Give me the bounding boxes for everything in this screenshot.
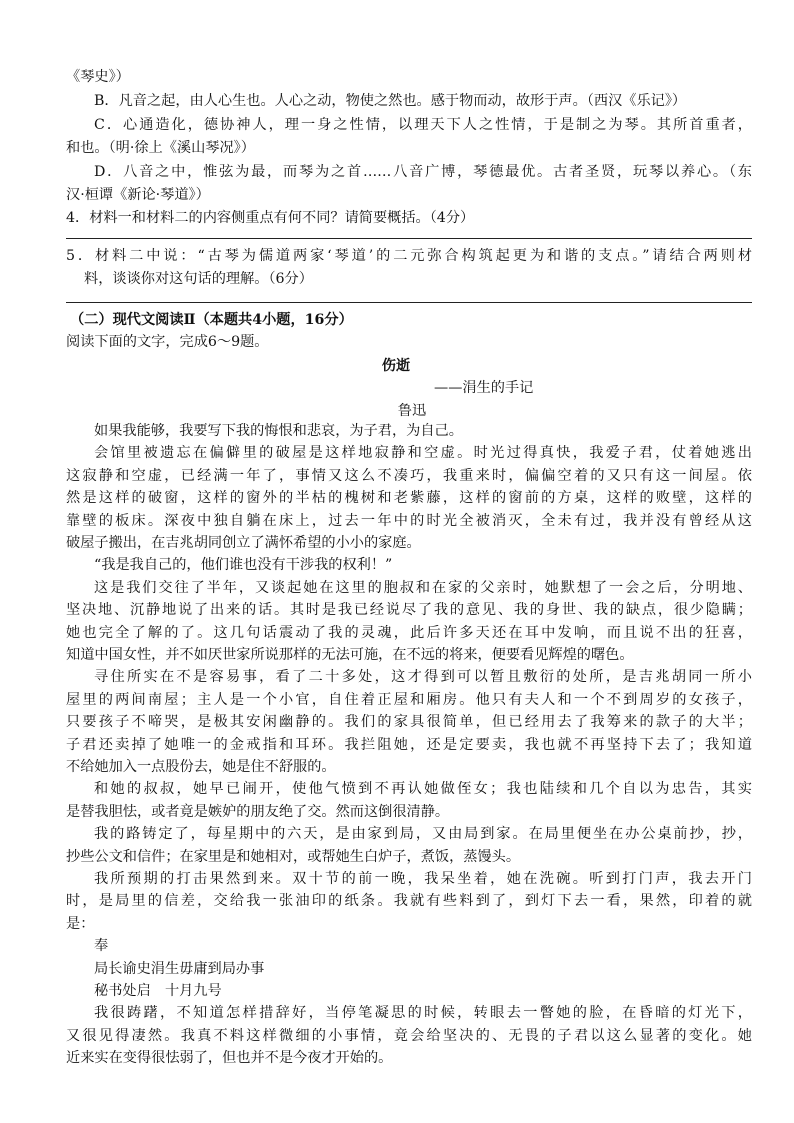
story-line: 是： xyxy=(66,915,95,932)
section-heading: （二）现代文阅读Ⅱ（本题共4小题，16分） xyxy=(70,312,353,328)
answer-line-q5 xyxy=(66,302,752,303)
story-line: 屋里的两间南屋；主人是一个小官，自住着正屋和厢房。他只有夫人和一个不到周岁的女孩子， xyxy=(66,691,752,708)
story-line: 我很踌躇，不知道怎样措辞好，当停笔凝思的时候，转眼去一瞥她的脸，在昏暗的灯光下， xyxy=(94,1005,752,1022)
story-title: 伤逝 xyxy=(381,358,411,374)
question-4: 4．材料一和材料二的内容侧重点有何不同？请简要概括。（4分） xyxy=(66,210,475,226)
question-5-line1: 5．材料二中说：“古琴为儒道两家‘琴道’的二元弥合构筑起更为和谐的支点。”请结合两则材 xyxy=(66,248,752,264)
story-line: 局长谕史涓生毋庸到局办事 xyxy=(94,960,265,977)
story-line: 时，是局里的信差，交给我一张油印的纸条。我就有些料到了，到灯下去一看，果然，印着的就 xyxy=(66,893,752,910)
story-line: 奉 xyxy=(94,938,109,955)
story-line: 和她的叔叔，她早已闹开，使他气愤到不再认她做侄女；我也陆续和几个自以为忠告，其实 xyxy=(94,781,752,798)
story-line: 这寂静和空虚，已经满一年了，事情又这么不凑巧，我重来时，偏偏空着的又只有这一间屋。依 xyxy=(66,467,752,484)
story-line: 是替我胆怯，或者竟是嫉妒的朋友绝了交。然而这倒很清静。 xyxy=(66,803,450,820)
story-line: 只要孩子不啼哭，是极其安闲幽静的。我们的家具很简单，但已经用去了我筹来的款子的大半； xyxy=(66,714,752,731)
section-instruction: 阅读下面的文字，完成6～9题。 xyxy=(66,334,269,350)
option-d-line1: D．八音之中，惟弦为最，而琴为之首……八音广博，琴德最优。古者圣贤，玩琴以养心。（东 xyxy=(94,164,752,180)
story-line: 我所预期的打击果然到来。双十节的前一晚，我呆坐着，她在洗碗。听到打门声，我去开门 xyxy=(94,871,752,887)
story-line: 破屋子搬出，在吉兆胡同创立了满怀希望的小小的家庭。 xyxy=(66,535,421,551)
option-c-line2: 和也。（明·徐上《溪山琴况》） xyxy=(66,140,255,156)
story-line: 坚决地、沉静地说了出来的话。其时是我已经说尽了我的意见、我的身世、我的缺点，很少隐瞒； xyxy=(66,602,752,619)
story-line: 近来实在变得很怯弱了，但也并不是今夜才开始的。 xyxy=(66,1050,393,1067)
story-line: 靠壁的板床。深夜中独自躺在床上，过去一年中的时光全被消灭，全未有过，我并没有曾经从这 xyxy=(66,512,752,529)
story-line: 不给她加入一点股份去，她是住不舒服的。 xyxy=(66,759,336,775)
story-line: 抄些公文和信件；在家里是和她相对，或帮她生白炉子，煮饭，蒸馒头。 xyxy=(66,848,521,865)
story-line: 知道中国女性，并不如厌世家所说那样的无法可施，在不远的将来，便要看见辉煌的曙色。 xyxy=(66,647,634,663)
story-line: 又很见得凄然。我真不料这样微细的小事情，竟会给坚决的、无畏的子君以这么显著的变化。她 xyxy=(66,1027,752,1044)
story-subtitle: ——涓生的手记 xyxy=(434,380,534,396)
story-line: 这是我们交往了半年，又谈起她在这里的胞叔和在家的父亲时，她默想了一会之后，分明地、 xyxy=(94,579,752,596)
story-line: 寻住所实在不是容易事，看了二十多处，这才得到可以暂且敷衍的处所，是吉兆胡同一所小 xyxy=(94,669,752,686)
story-author: 鲁迅 xyxy=(397,403,427,419)
answer-line-q4 xyxy=(66,238,752,239)
story-line: 我的路铸定了，每星期中的六天，是由家到局，又由局到家。在局里便坐在办公桌前抄，抄， xyxy=(94,826,752,843)
story-line: 会馆里被遗忘在偏僻里的破屋是这样地寂静和空虚。时光过得真快，我爱子君，仗着她逃出 xyxy=(94,445,752,462)
story-line: “我是我自己的，他们谁也没有干涉我的权利！” xyxy=(94,557,393,574)
story-line: 如果我能够，我要写下我的悔恨和悲哀，为子君，为自己。 xyxy=(94,423,463,439)
option-c-line1: C．心通造化，德协神人，理一身之性情，以理天下人之性情，于是制之为琴。其所首重者， xyxy=(94,117,752,133)
story-line: 然是这样的破窗，这样的窗外的半枯的槐树和老紫藤，这样的窗前的方桌，这样的败壁，这样的 xyxy=(66,490,752,507)
story-line: 秘书处启 十月九号 xyxy=(94,983,222,999)
question-5-line2: 料，谈谈你对这句话的理解。（6分） xyxy=(84,271,313,287)
option-b: B．凡音之起，由人心生也。人心之动，物使之然也。感于物而动，故形于声。（西汉《乐记》） xyxy=(94,93,687,109)
option-d-line2: 汉·桓谭《新论·琴道》） xyxy=(66,187,210,203)
story-line: 她也完全了解的了。这几句话震动了我的灵魂，此后许多天还在耳中发响，而且说不出的狂喜， xyxy=(66,624,752,641)
option-a-tail: 《琴史》） xyxy=(66,69,130,85)
story-line: 子君还卖掉了她唯一的金戒指和耳环。我拦阻她，还是定要卖，我也就不再坚持下去了；我知道 xyxy=(66,736,752,753)
